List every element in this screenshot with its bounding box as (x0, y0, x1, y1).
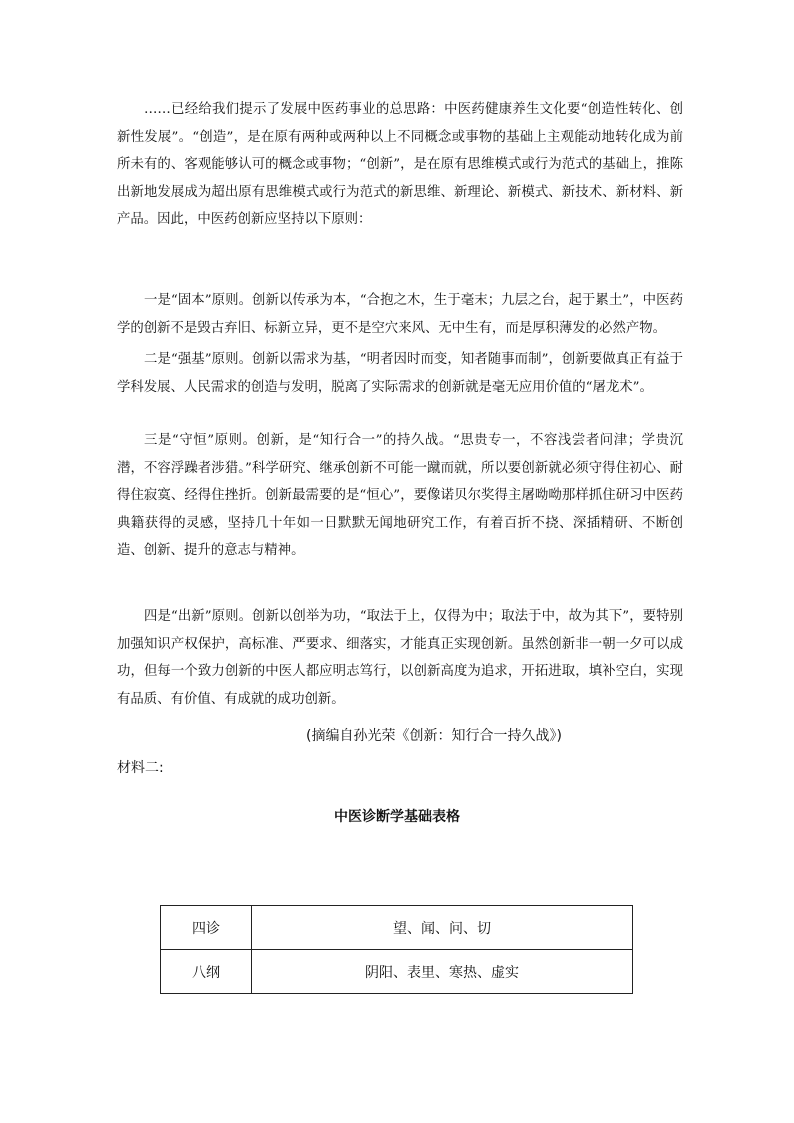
table-row (161, 950, 633, 994)
table-cell-value: 阴阳、表里、寒热、虚实 (252, 950, 633, 994)
paragraph-principle-1: 一是“固本”原则。创新以传承为本，“合抱之木，生于毫末；九层之台，起于累土”，中医药学的创新不是毁古弃旧、标新立异，更不是空穴来风、无中生有，而是厚积薄发的必然产物。 (117, 293, 683, 336)
table-row (161, 906, 633, 950)
paragraph-intro: ……已经给我们提示了发展中医药事业的总思路：中医药健康养生文化要“创造性转化、创新性发展”。“创造”，是在原有两种或两种以上不同概念或事物的基础上主观能动地转化成为前所未有的、客观能够认可的概念或事物；“创新”，是在原有思维模式或行为范式的基础上，推陈出新地发展成为超出原有思维模式或行为范式的新思维、新理论、新模式、新技术、新材料、新产品。因此，中医药创新应坚持以下原则： (117, 102, 683, 227)
diagnosis-table (160, 905, 633, 994)
material-label: 材料二: (117, 760, 164, 776)
paragraph-principle-3: 三是“守恒”原则。创新，是“知行合一”的持久战。“思贵专一，不容浅尝者问津；学贵沉潜，不容浮躁者涉猎。”科学研究、继承创新不可能一蹴而就，所以要创新就必须守得住初心、耐得住寂寞、经得住挫折。创新最需要的是“恒心”，要像诺贝尔奖得主屠呦呦那样抓住研习中医药典籍获得的灵感，坚持几十年如一日默默无闻地研究工作，有着百折不挠、深插精研、不断创造、创新、提升的意志与精神。 (117, 433, 683, 558)
table-cell-key: 四诊 (161, 906, 252, 950)
paragraph-principle-2: 二是“强基”原则。创新以需求为基，“明者因时而变，知者随事而制”，创新要做真正有益于学科发展、人民需求的创造与发明，脱离了实际需求的创新就是毫无应用价值的“屠龙术”。 (117, 352, 683, 395)
source-citation: (摘编自孙光荣《创新：知行合一持久战》) (306, 728, 562, 744)
table-title: 中医诊断学基础表格 (334, 809, 460, 825)
table-cell-value: 望、闻、问、切 (252, 906, 633, 950)
table-cell-key: 八纲 (161, 950, 252, 994)
paragraph-principle-4: 四是“出新”原则。创新以创举为功，“取法于上，仅得为中；取法于中，故为其下”，要特别加强知识产权保护，高标准、严要求、细落实，才能真正实现创新。虽然创新非一朝一夕可以成功，但每一个致力创新的中医人都应明志笃行，以创新高度为追求，开拓进取，填补空白，实现有品质、有价值、有成就的成功创新。 (117, 609, 683, 707)
